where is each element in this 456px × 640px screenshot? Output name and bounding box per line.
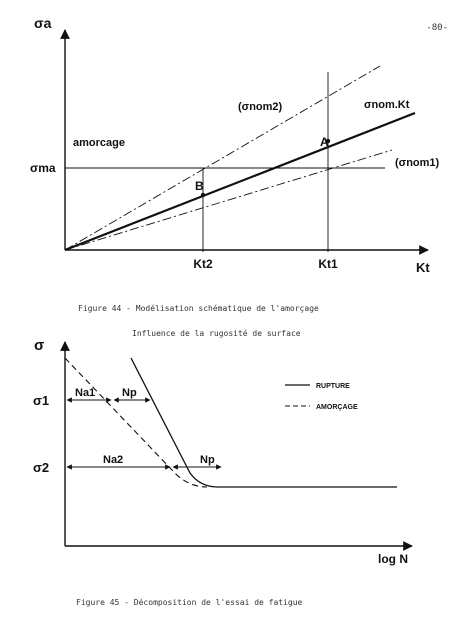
page-number: -80- — [426, 23, 448, 33]
kt2-tick-label: Kt2 — [193, 257, 213, 271]
sigma-nom2-line — [65, 66, 380, 250]
fig44-y-axis-label: σa — [34, 15, 52, 31]
na2-label: Na2 — [103, 454, 124, 466]
figure-45 — [33, 337, 412, 607]
sigma-nom-kt-line — [65, 113, 415, 250]
sigma-nom-kt-label: σnom.Kt — [364, 99, 410, 111]
fig45-caption: Figure 45 - Décomposition de l'essai de fatigue — [76, 598, 303, 607]
sigma-nom1-label: (σnom1) — [395, 157, 440, 169]
kt1-tick-label: Kt1 — [318, 257, 338, 271]
legend-rupture-label: RUPTURE — [316, 383, 350, 390]
fig44-caption-line2: Influence de la rugosité de surface — [132, 329, 301, 338]
figure-44 — [30, 15, 440, 338]
point-b-label: B — [195, 179, 204, 193]
sigma1-label: σ1 — [33, 393, 50, 408]
sigma2-label: σ2 — [33, 460, 50, 475]
amorcage-curve — [65, 358, 207, 487]
point-b-marker — [201, 193, 205, 197]
fig44-caption-line1: Figure 44 - Modélisation schématique de l'amorçage — [78, 304, 319, 313]
point-a-label: A — [320, 135, 329, 149]
legend-amorcage-label: AMORÇAGE — [316, 404, 358, 411]
fig45-y-axis-label: σ — [34, 337, 45, 354]
sigma-ma-label: σma — [30, 161, 56, 175]
na1-label: Na1 — [75, 387, 96, 399]
amorcage-label: amorcage — [73, 137, 125, 149]
fig45-x-axis-label: log N — [378, 552, 408, 566]
rupture-curve — [131, 358, 397, 487]
np-bottom-label: Np — [200, 454, 215, 466]
sigma-nom1-line — [65, 150, 392, 250]
sigma-nom2-label: (σnom2) — [238, 101, 283, 113]
fig44-x-axis-label: Kt — [416, 260, 430, 275]
np-top-label: Np — [122, 387, 137, 399]
